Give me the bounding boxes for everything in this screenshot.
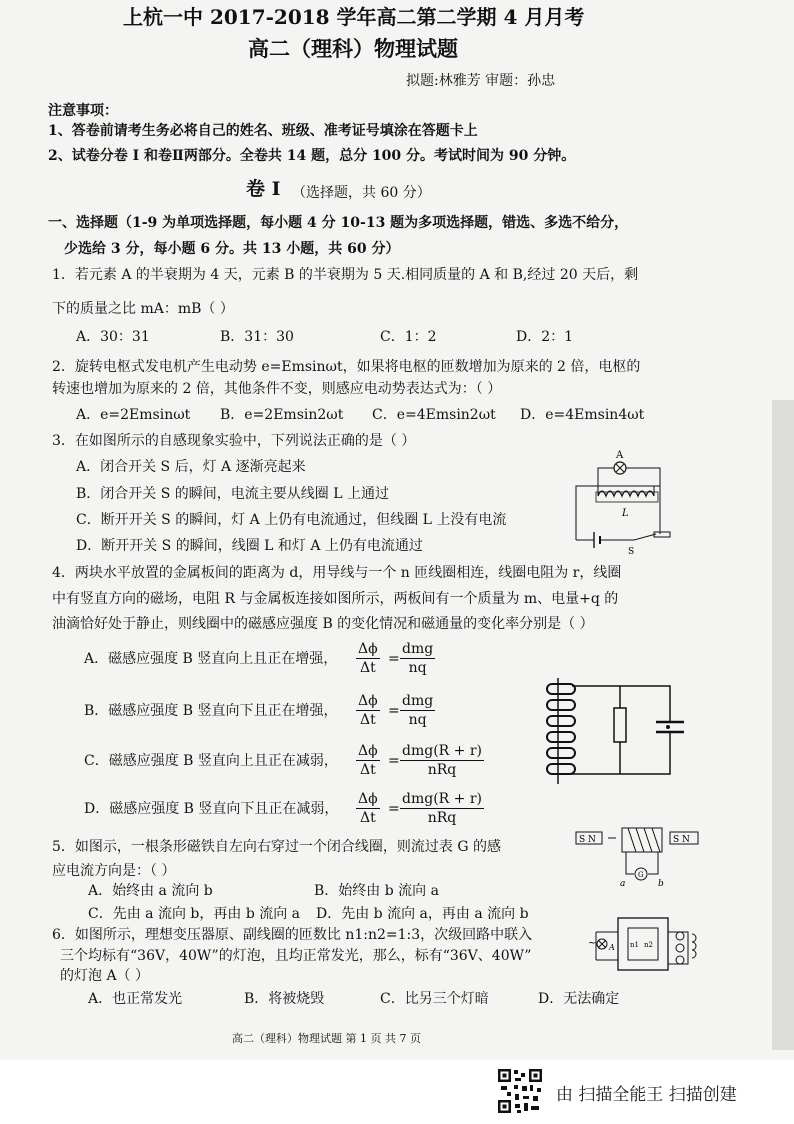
q2-option-d: D．e=4Emsin4ωt [520,407,645,423]
q5-option-c: C．先由 a 流向 b，再由 b 流向 a [88,906,301,922]
oil-droplet [666,725,670,729]
q4-stem-2: 中有竖直方向的磁场，电阻 R 与金属板连接如图所示，两板间有一个质量为 m、电量+q 的 [52,591,619,607]
q1-option-a: A．30：31 [76,329,150,345]
wire [576,468,614,540]
wire [626,468,660,486]
q3-stem: 3．在如图所示的自感现象实验中，下列说法正确的是（ ） [52,433,416,449]
secondary-lamp-icon [676,956,684,964]
section-intro-2: 少选给 3 分，每小题 6 分。共 13 小题，共 60 分） [64,241,400,257]
q1-stem-2: 下的质量之比 mA：mB（ ） [52,301,234,317]
q6-transformer-figure [588,910,708,976]
q4-option-c: C．磁感应强度 B 竖直向上且正在减弱， [84,753,338,769]
page-footer: 高二（理科）物理试题 第 1 页 共 7 页 [232,1032,421,1045]
q3-option-d: D．断开开关 S 的瞬间，线圈 L 和灯 A 上仍有电流通过 [76,538,423,554]
note-item-2: 2、试卷分卷 I 和卷Ⅱ两部分。全卷共 14 题，总分 100 分。考试时间为 90 分钟。 [48,148,576,164]
q5-option-d: D．先由 b 流向 a，再由 a 流向 b [316,906,529,922]
note-item-1: 1、答卷前请考生务必将自己的姓名、班级、准考证号填涂在答题卡上 [48,123,478,139]
q6-stem-3: 的灯泡 A（ ） [60,968,150,984]
lamp-a-label: A [609,943,615,952]
magnet-left-label: S N [579,835,596,845]
scan-banner-text: 由 扫描全能王 扫描创建 [556,1085,737,1105]
switch-contact [654,532,670,537]
wire [668,932,688,964]
q6-stem-2: 三个均标有“36V，40W”的灯泡，且均正常发光，那么，标有“36V、40W” [60,948,532,964]
q2-stem-2: 转速也增加为原来的 2 倍，其他条件不变，则感应电动势表达式为：（ ） [52,381,502,397]
q1-option-c: C．1：2 [380,329,437,345]
section-subtitle: （选择题，共 60 分） [292,185,431,201]
q3-option-b: B．闭合开关 S 的瞬间，电流主要从线圈 L 上通过 [76,486,389,502]
resistor-icon [614,708,626,742]
wire [626,852,634,874]
q5-option-a: A．始终由 a 流向 b [88,883,213,899]
q5-stem-2: 应电流方向是：（ ） [52,863,176,879]
q4-option-d-equals: = [388,801,400,817]
qr-code-icon [497,1068,543,1114]
q4-option-d-lhs: $\frac{\Delta\phi}{\Delta t}$ [358,791,378,826]
q4-option-d-rhs: dmg(R + r) nRq [402,791,482,826]
q4-option-a-lhs: $\frac{\Delta\phi}{\Delta t}$ [358,641,378,676]
q4-option-a: A．磁感应强度 B 竖直向上且正在增强， [84,651,338,667]
notes-heading: 注意事项： [48,103,118,119]
q4-option-c-rhs: dmg(R + r) nRq [402,743,482,778]
q4-option-b-equals: = [388,703,400,719]
lamp-filament [599,941,606,948]
coil-icon [547,684,575,774]
secondary-label: n2 [644,941,653,949]
section-intro-1: 一、选择题（1-9 为单项选择题，每小题 4 分 10-13 题为多项选择题，错选、多选不给分， [48,215,629,231]
q2-option-b: B．e=2Emsin2ωt [220,407,344,423]
terminal-a-label: a [620,879,626,889]
q4-option-b-lhs: $\frac{\Delta\phi}{\Delta t}$ [358,693,378,728]
q4-option-c-lhs: $\frac{\Delta\phi}{\Delta t}$ [358,743,378,778]
magnet-right-label: S N [673,835,690,845]
secondary-lamp-icon [676,944,684,952]
exam-title: 上杭一中 2017-2018 学年高二第二学期 4 月月考 [123,5,585,29]
q4-coil-capacitor-figure [540,670,690,792]
q4-option-a-rhs: dmg nq [402,641,434,676]
switch-icon [634,534,656,540]
scan-shadow-edge [772,400,794,1050]
q4-option-a-equals: = [388,651,400,667]
q4-stem-1: 4．两块水平放置的金属板间的距离为 d，用导线与一个 n 匝线圈相连，线圈电阻为 r，线圈 [52,565,622,581]
q4-stem-3: 油滴恰好处于静止，则线圈中的磁感应强度 B 的变化情况和磁通量的变化率分别是（ ） [52,616,594,632]
coil-label: L [622,508,629,519]
q3-option-a: A．闭合开关 S 后，灯 A 逐渐亮起来 [76,459,306,475]
q4-option-d: D．磁感应强度 B 竖直向下且正在减弱， [84,801,339,817]
q6-option-b: B．将被烧毁 [244,991,325,1007]
q2-option-a: A．e=2Emsinωt [76,407,191,423]
secondary-lamp-icon [676,932,684,940]
q6-option-a: A．也正常发光 [88,991,183,1007]
q5-stem-1: 5．如图示，一根条形磁铁自左向右穿过一个闭合线圈，则流过表 G 的感 [52,839,501,855]
q2-option-c: C．e=4Emsin2ωt [372,407,496,423]
q3-circuit-figure [568,450,678,556]
lamp-label: A [616,450,624,461]
galvanometer-label: G [638,871,644,879]
terminal-b-label: b [658,879,664,889]
q1-option-d: D．2：1 [516,329,574,345]
q6-option-d: D．无法确定 [538,991,620,1007]
switch-label: S [628,547,635,556]
exam-subtitle: 高二（理科）物理试题 [248,36,458,61]
coil-windings [628,828,660,852]
q6-stem-1: 6．如图所示，理想变压器原、副线圈的匝数比 n1:n2=1:3，次级回路中联入 [52,927,533,943]
transformer-core [618,918,668,970]
wire [572,686,670,722]
q5-option-b: B．始终由 b 流向 a [314,883,439,899]
q4-option-c-equals: = [388,753,400,769]
q2-stem-1: 2．旋转电枢式发电机产生电动势 e=Emsinωt，如果将电枢的匝数增加为原来的 2 倍，电枢的 [52,359,641,375]
q1-option-b: B．31：30 [220,329,294,345]
coil-icon [692,934,696,958]
q3-option-c: C．断开开关 S 的瞬间，灯 A 上仍有电流通过，但线圈 L 上没有电流 [76,512,507,528]
wire [648,852,658,874]
q4-option-b: B．磁感应强度 B 竖直向下且正在增强， [84,703,338,719]
wire [572,732,670,774]
q1-stem-1: 1．若元素 A 的半衰期为 4 天，元素 B 的半衰期为 5 天.相同质量的 A 和 B,经过 20 天后，剩 [52,267,639,283]
q5-magnet-coil-figure [574,826,710,890]
ac-source-icon: ~ [588,938,597,949]
section-title: 卷 I [246,178,281,200]
authors: 拟题:林雅芳 审题：孙忠 [406,73,556,89]
q6-option-c: C．比另三个灯暗 [380,991,489,1007]
primary-label: n1 [630,941,639,949]
q4-option-b-rhs: dmg nq [402,693,434,728]
